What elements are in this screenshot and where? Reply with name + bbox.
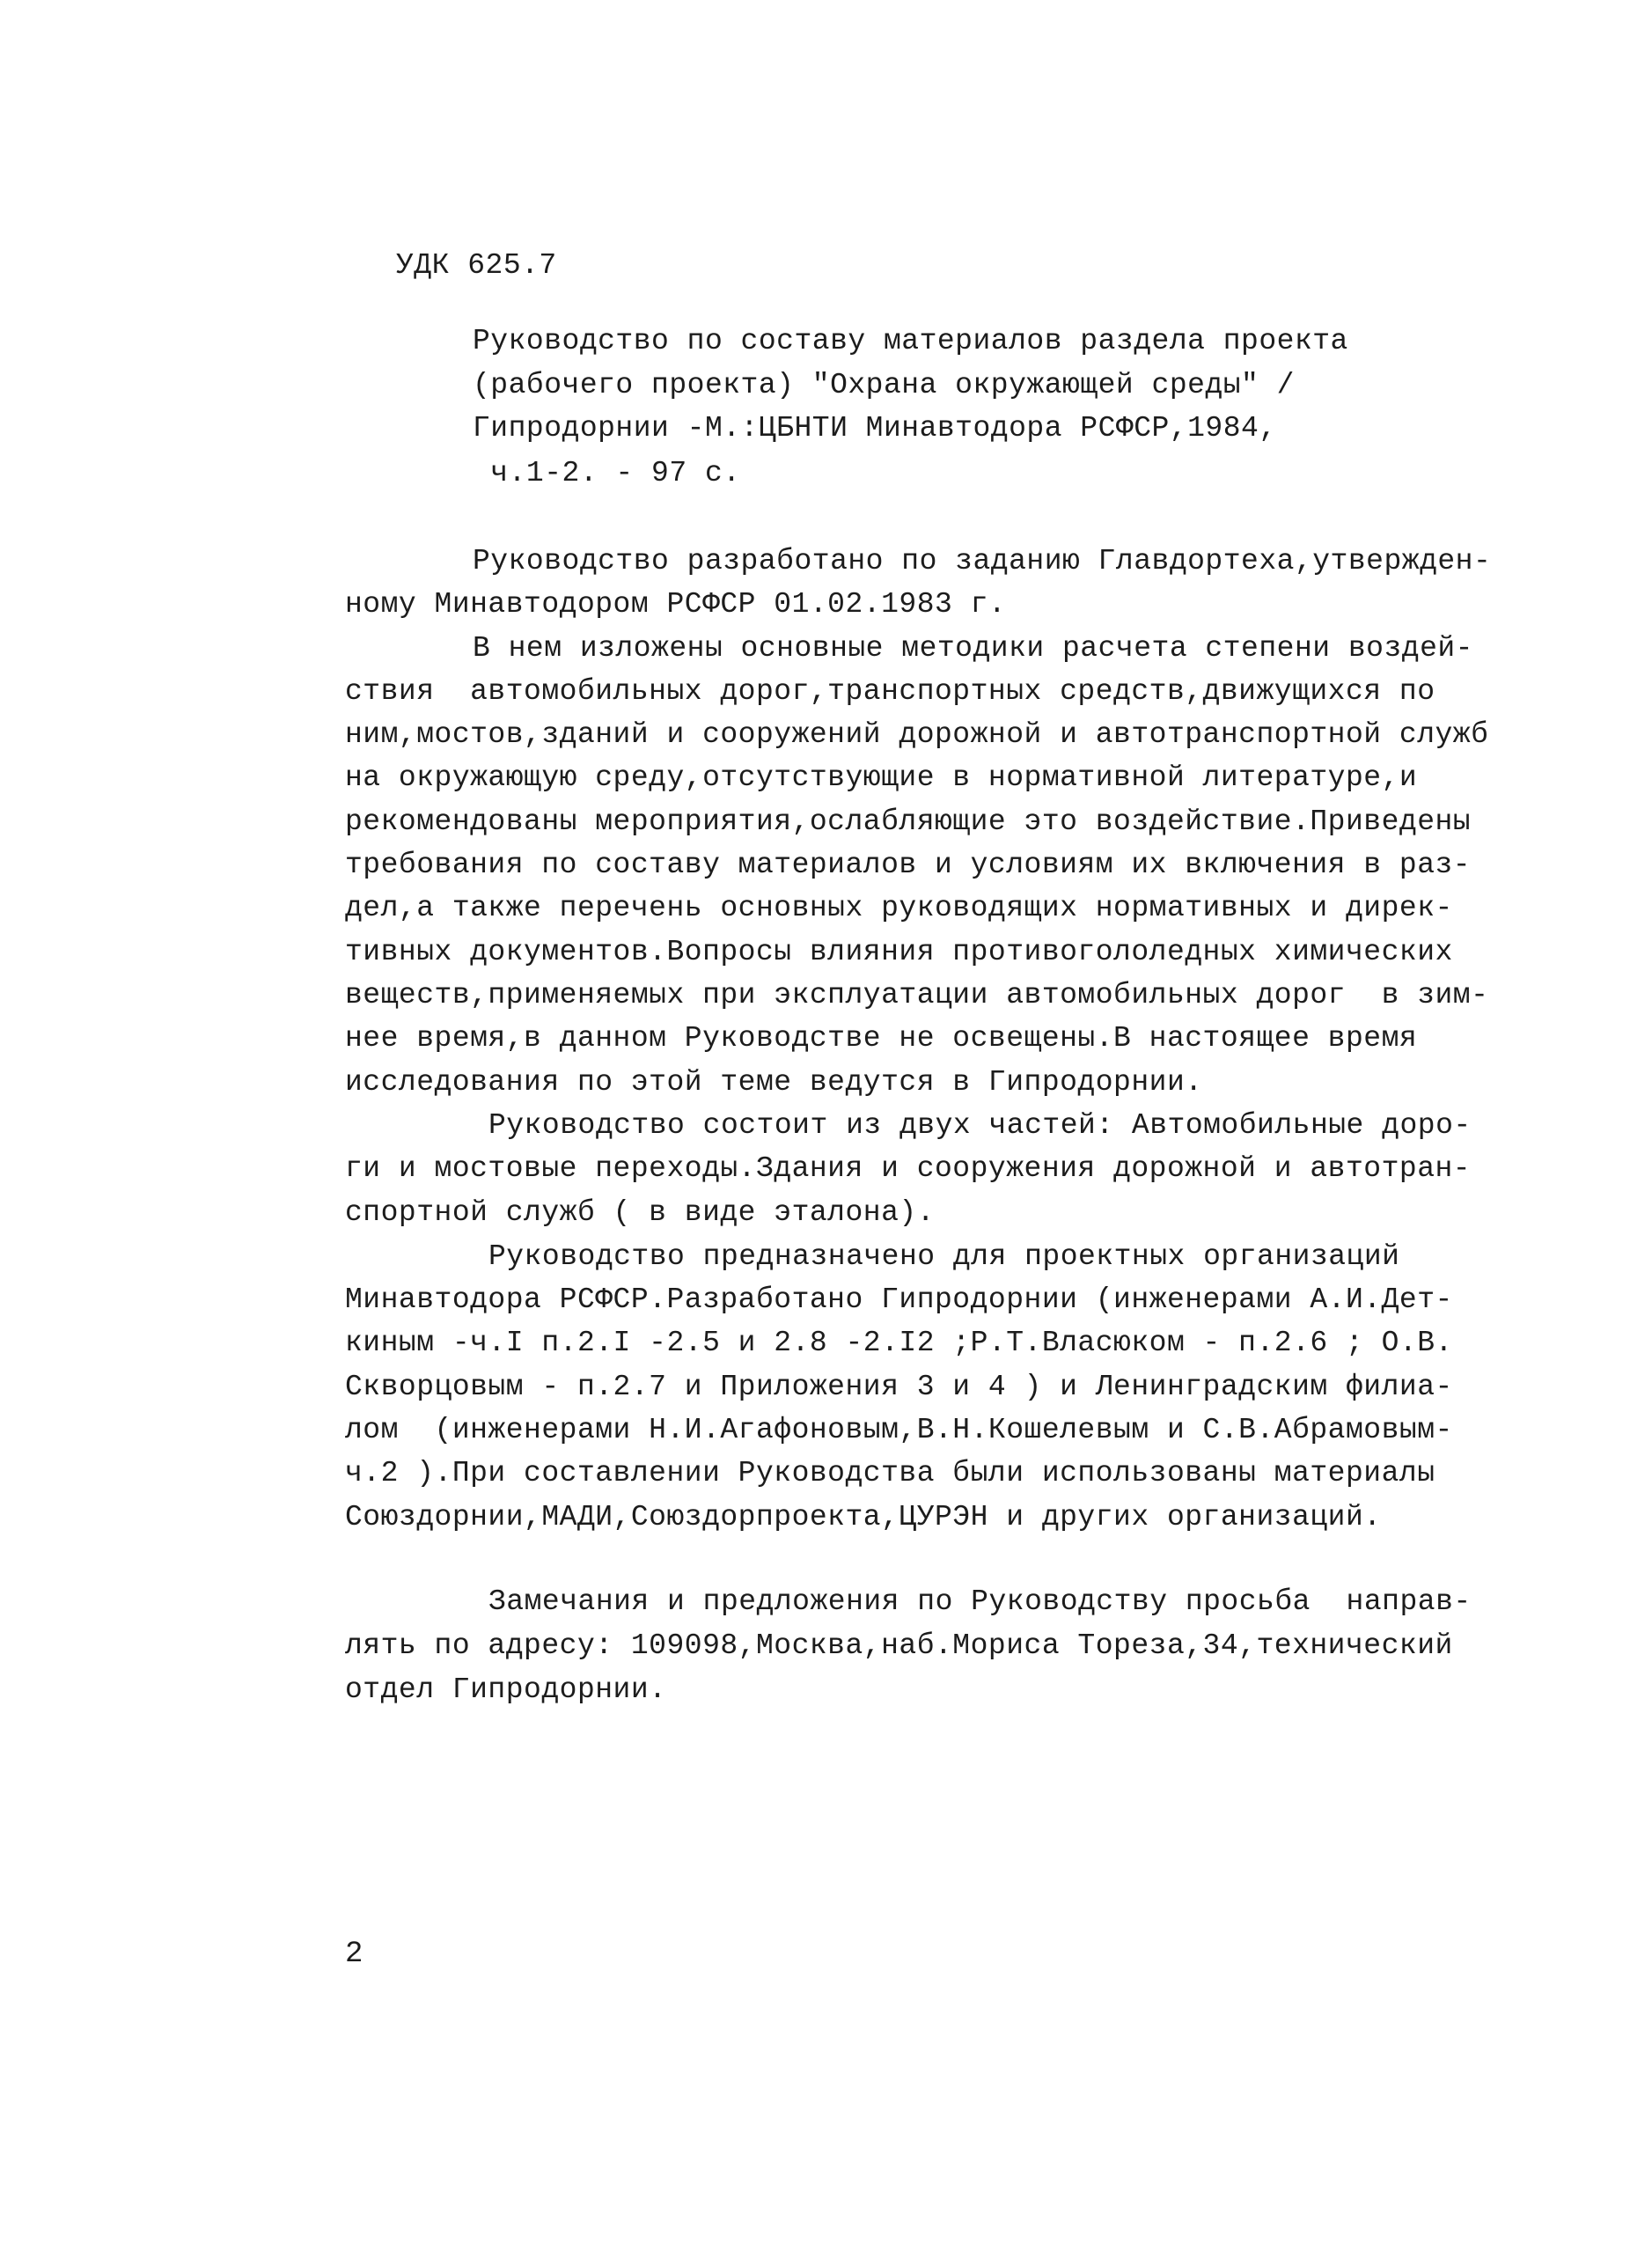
paragraph-contents-line: на окружающую среду,отсутствующие в нормативной литературе,и — [345, 761, 1418, 794]
bibliographic-record-line: Гипродорнии -М.:ЦБНТИ Минавтодора РСФСР,1984, — [473, 412, 1277, 445]
paragraph-intended-line: Руководство предназначено для проектных организаций — [488, 1240, 1400, 1273]
bibliographic-record-line: (рабочего проекта) "Охрана окружающей среды" / — [473, 369, 1295, 401]
paragraph-contents-line: веществ,применяемых при эксплуатации автомобильных дорог в зим- — [345, 979, 1489, 1011]
paragraph-intended-line: лом (инженерами Н.И.Агафоновым,В.Н.Кошелевым и С.В.Абрамовым- — [345, 1414, 1453, 1446]
paragraph-contents-line: В нем изложены основные методики расчета степени воздей- — [473, 632, 1473, 665]
paragraph-intended-line: киным -ч.I п.2.I -2.5 и 2.8 -2.I2 ;Р.Т.Власюком - п.2.6 ; О.В. — [345, 1327, 1453, 1359]
paragraph-intended-line: Союздорнии,МАДИ,Союздорпроекта,ЦУРЭН и других организаций. — [345, 1501, 1382, 1533]
paragraph-intended-line: ч.2 ).При составлении Руководства были использованы материалы — [345, 1457, 1435, 1489]
bibliographic-record-line: ч.1-2. - 97 с. — [473, 457, 741, 489]
paragraph-remarks-line: Замечания и предложения по Руководству просьба направ- — [488, 1585, 1472, 1618]
paragraph-remarks-line: отдел Гипродорнии. — [345, 1673, 667, 1706]
paragraph-contents-line: требования по составу материалов и условиям их включения в раз- — [345, 849, 1472, 881]
paragraph-intended-line: Минавтодора РСФСР.Разработано Гипродорнии (инженерами А.И.Дет- — [345, 1283, 1453, 1316]
bibliographic-record-line: Руководство по составу материалов раздела проекта — [473, 325, 1348, 357]
paragraph-contents-line: исследования по этой теме ведутся в Гипродорнии. — [345, 1066, 1203, 1099]
paragraph-developed-line: ному Минавтодором РСФСР 01.02.1983 г. — [345, 588, 1007, 621]
paragraph-contents-line: ствия автомобильных дорог,транспортных средств,движущихся по — [345, 675, 1435, 708]
paragraph-intended-line: Скворцовым - п.2.7 и Приложения 3 и 4 ) и Ленинградским филиа- — [345, 1371, 1453, 1403]
paragraph-parts-line: спортной служб ( в виде эталона). — [345, 1196, 936, 1229]
paragraph-developed-line: Руководство разработано по заданию Главдортеха,утвержден- — [473, 545, 1492, 577]
paragraph-parts-line: ги и мостовые переходы.Здания и сооружения дорожной и автотран- — [345, 1152, 1472, 1185]
paragraph-contents-line: тивных документов.Вопросы влияния противогололедных химических — [345, 936, 1453, 968]
paragraph-remarks-line: лять по адресу: 109098,Москва,наб.Мориса Тореза,34,технический — [345, 1629, 1453, 1662]
paragraph-parts-line: Руководство состоит из двух частей: Автомобильные доро- — [488, 1109, 1472, 1142]
paragraph-contents-line: рекомендованы мероприятия,ослабляющие это воздействие.Приведены — [345, 805, 1472, 838]
paragraph-contents-line: нее время,в данном Руководстве не освещены.В настоящее время — [345, 1022, 1418, 1055]
udc-code: УДК 625.7 — [396, 249, 557, 282]
page-number: 2 — [345, 1938, 363, 1971]
paragraph-contents-line: ним,мостов,зданий и сооружений дорожной и автотранспортной служб — [345, 718, 1489, 751]
paragraph-contents-line: дел,а также перечень основных руководящих нормативных и дирек- — [345, 892, 1453, 924]
